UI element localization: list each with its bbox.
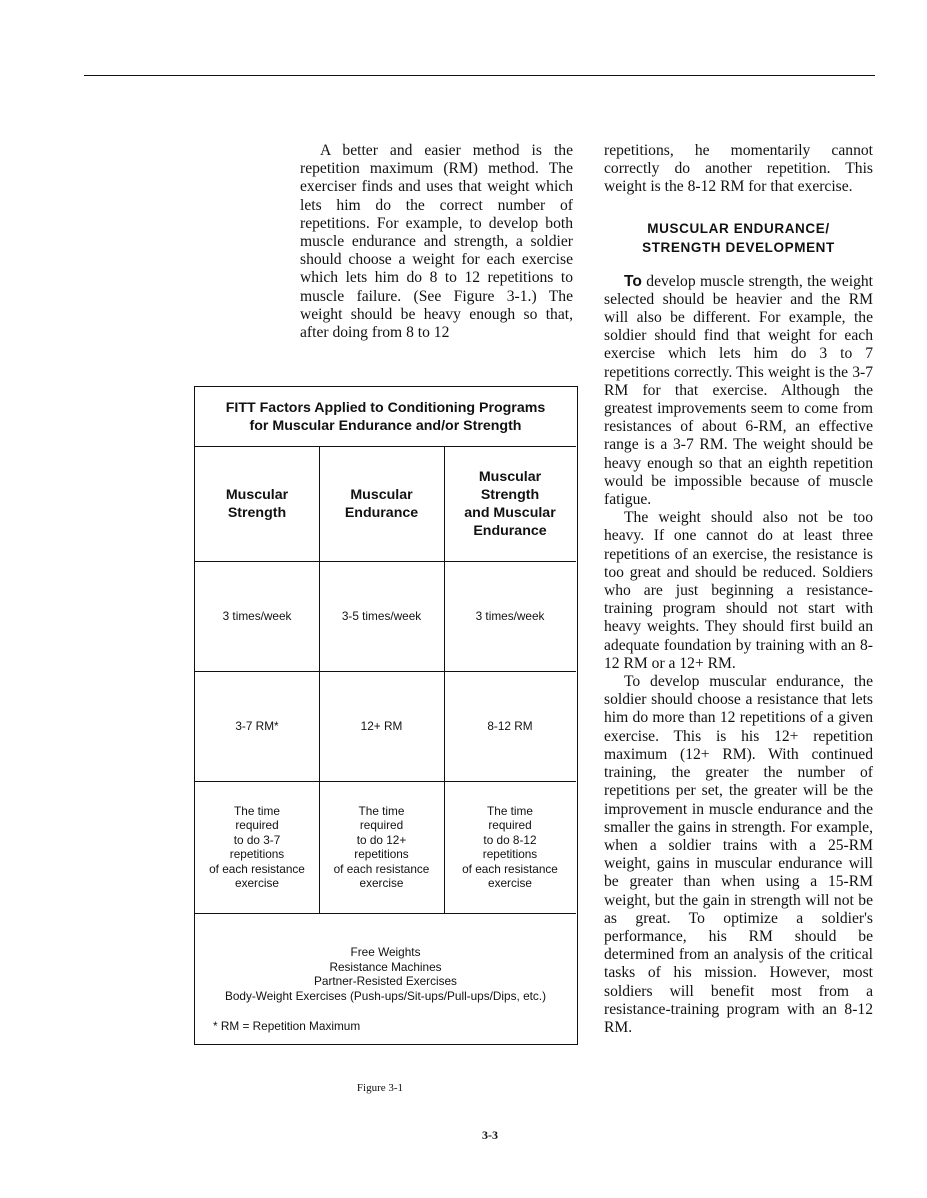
time-line: The time	[358, 803, 405, 818]
row-divider	[195, 913, 576, 914]
time-line: exercise	[359, 876, 404, 890]
intensity-cell: 12+ RM	[360, 718, 403, 733]
header-line: Strength	[480, 487, 540, 503]
time-line: required	[359, 818, 404, 832]
time-line: to do 3-7	[233, 832, 281, 847]
endurance-paragraph: To develop muscular endurance, the soldier should choose a resistance that lets him do more than 12 repetitions of a given exercise. This is his 12+ repetition maximum (12+ RM). With continued training, the greater the number of repetitions per set, the greater will be the improvement in muscle endurance and the smaller the gains in strength. For example, when a soldier trains with a 25-RM weight, gains in muscular endurance will be greater than when using a 15-RM weight, but the gain in strength will not be as great. To optimize a soldier's performance, his RM should be determined from an analysis of the critical tasks of his mission. However, most soldiers will benefit most from a resistance-training program with an 8-12 RM.	[604, 673, 873, 1036]
time-cell	[195, 781, 319, 913]
header-line: Endurance	[473, 523, 547, 539]
top-rule	[84, 75, 875, 76]
header-line: Muscular	[225, 487, 289, 503]
type-line: Body-Weight Exercises (Push-ups/Sit-ups/Pull-ups/Dips, etc.)	[224, 988, 547, 1003]
type-line: Free Weights	[350, 945, 421, 959]
header-line: and Muscular	[464, 505, 556, 521]
time-line: of each resistance	[462, 861, 558, 876]
time-line: repetitions	[229, 847, 285, 861]
header-muscular-strength	[195, 447, 319, 561]
frequency-cell: 3 times/week	[475, 608, 545, 623]
type-line: Partner-Resisted Exercises	[314, 974, 457, 988]
table-footnote: * RM = Repetition Maximum	[213, 1019, 361, 1033]
header-line: Muscular	[350, 487, 413, 503]
intensity-cell: 8-12 RM	[487, 718, 533, 733]
type-cell	[195, 942, 576, 1006]
section-heading	[604, 219, 873, 257]
type-line: Resistance Machines	[329, 959, 442, 974]
intensity-cell: 3-7 RM*	[235, 718, 279, 733]
table-title-line2: for Muscular Endurance and/or Strength	[249, 417, 522, 434]
continuation-paragraph: repetitions, he momentarily cannot correctly do another repetition. This weight is the 8-12 RM for that exercise.	[604, 142, 873, 196]
header-line: Endurance	[344, 505, 419, 521]
time-line: of each resistance	[333, 861, 430, 876]
time-line: required	[488, 818, 532, 832]
left-paragraph: A better and easier method is the repetition maximum (RM) method. The exerciser finds and uses that weight which lets him do the correct number of repetitions. For example, to develop both muscle endurance and strength, a soldier should choose a weight for each exercise which lets him do 8 to 12 repetitions to muscle failure. (See Figure 3-1.) The weight should be heavy enough so that, after doing from 8 to 12	[300, 142, 573, 342]
time-line: to do 12+	[356, 832, 407, 847]
strength-paragraph-text: develop muscle strength, the weight selected should be heavier and the RM will also be different. For example, the soldier should find that weight for each exercise which lets him do 3 to 7 repetitions correctly. This weight is the 3-7 RM for that exercise. Although the greatest improvements seem to come from resistances of about 6-RM, an effective range is a 3-7 RM. The weight should be heavy enough so that an eighth repetition would be impossible because of muscle fatigue.	[604, 272, 873, 509]
fitt-table	[194, 386, 578, 1045]
time-line: exercise	[235, 876, 279, 890]
time-cell	[319, 781, 444, 913]
time-line: The time	[234, 803, 280, 818]
time-line: of each resistance	[209, 861, 305, 876]
page-number: 3-3	[482, 1128, 498, 1142]
time-line: required	[235, 818, 279, 832]
time-line: The time	[487, 803, 533, 818]
frequency-cell: 3 times/week	[222, 608, 292, 623]
section-heading-line1: MUSCULAR ENDURANCE/	[647, 220, 830, 236]
time-line: repetitions	[482, 847, 538, 861]
header-line: Strength	[227, 505, 287, 521]
time-line: exercise	[488, 876, 532, 890]
weight-paragraph: The weight should also not be too heavy. If one cannot do at least three repetitions of an exercise, the resistance is too great and should be reduced. Soldiers who are just beginning a resistance-training program should not start with heavy weights. They should first build an adequate foundation by training with an 8-12 RM or a 12+ RM.	[604, 509, 873, 672]
header-strength-and-endurance	[444, 447, 576, 561]
left-column	[300, 142, 573, 342]
time-line: to do 8-12	[483, 832, 537, 847]
right-column	[604, 142, 873, 1037]
strength-lead-word: To	[624, 272, 642, 290]
section-heading-line2: STRENGTH DEVELOPMENT	[642, 239, 835, 255]
header-muscular-endurance	[319, 447, 444, 561]
frequency-cell: 3-5 times/week	[341, 608, 422, 623]
table-title	[195, 387, 576, 447]
table-title-line1: FITT Factors Applied to Conditioning Programs	[225, 399, 546, 416]
time-cell	[444, 781, 576, 913]
time-line: repetitions	[354, 847, 409, 861]
figure-caption: Figure 3-1	[356, 1082, 404, 1094]
strength-paragraph	[604, 273, 873, 510]
header-line: Muscular	[478, 469, 542, 485]
